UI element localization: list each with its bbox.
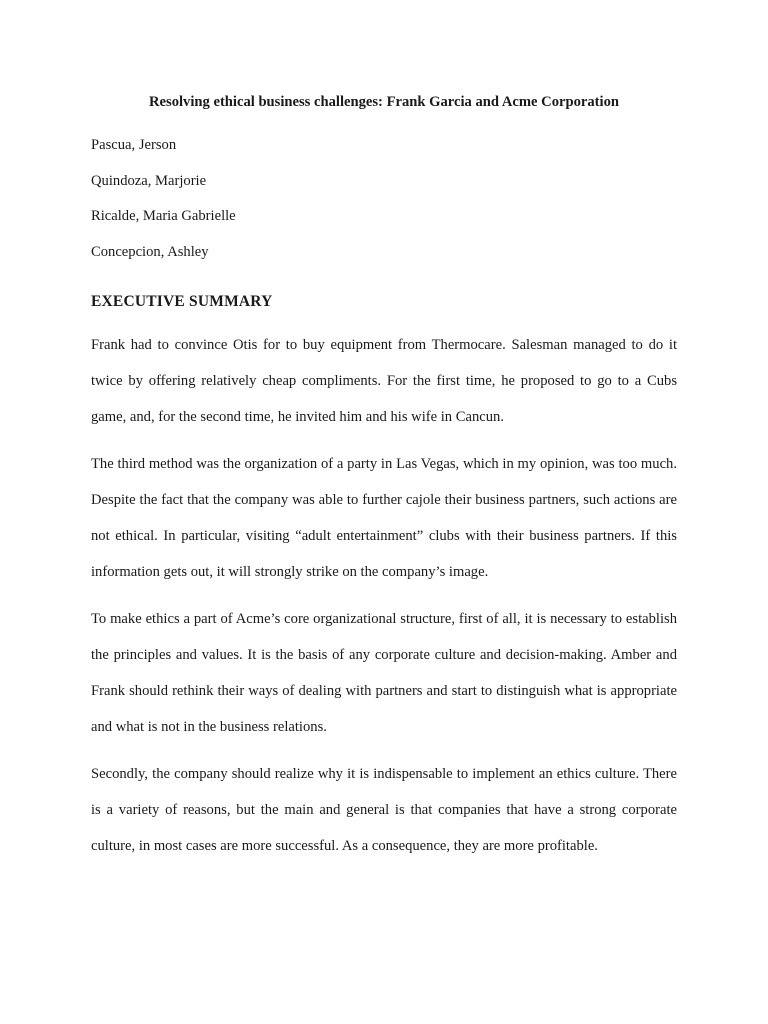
- body-paragraph: Secondly, the company should realize why it is indispensable to implement an ethics culture. There is a variety of reasons, but the main and general is that companies that have a strong corporate culture, in most cases are more successful. As a consequence, they are more profitable.: [91, 766, 677, 854]
- author-name: Pascua, Jerson: [91, 137, 177, 153]
- author-list: [91, 128, 677, 270]
- author-name: Concepcion, Ashley: [91, 243, 209, 260]
- author-name: Ricalde, Maria Gabrielle: [91, 208, 236, 224]
- body-paragraph: The third method was the organization of a party in Las Vegas, which in my opinion, was too much. Despite the fact that the company was able to further cajole their business partners, such actions are not ethical. In particular, visiting “adult entertainment” clubs with their business partners. If this information gets out, it will strongly strike on the company’s image.: [91, 456, 677, 580]
- section-heading: EXECUTIVE SUMMARY: [91, 293, 273, 310]
- author-name: Quindoza, Marjorie: [91, 172, 207, 189]
- document-page: [91, 80, 677, 875]
- document-title: Resolving ethical business challenges: Frank Garcia and Acme Corporation: [149, 94, 619, 110]
- body-paragraph: Frank had to convince Otis for to buy equipment from Thermocare. Salesman managed to do it twice by offering relatively cheap compliments. For the first time, he proposed to go to a Cubs game, and, for the second time, he invited him and his wife in Cancun.: [91, 337, 677, 425]
- body-paragraph: To make ethics a part of Acme’s core organizational structure, first of all, it is necessary to establish the principles and values. It is the basis of any corporate culture and decision-making. Amber and Frank should rethink their ways of dealing with partners and start to distinguish what is appropriate and what is not in the business relations.: [91, 611, 677, 735]
